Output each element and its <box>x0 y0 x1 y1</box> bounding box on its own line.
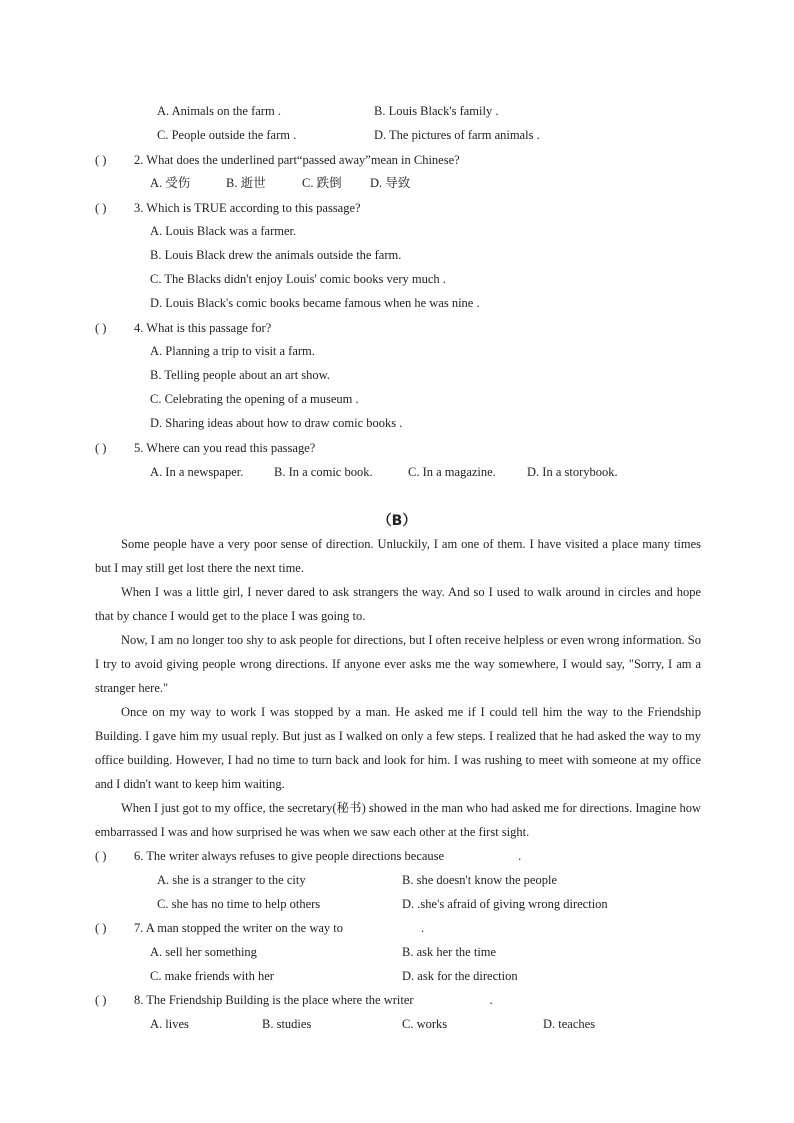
passage-paragraph-1: Some people have a very poor sense of direction. Unluckily, I am one of them. I have visited a place many times but I may still get lost there the next time. <box>95 537 701 575</box>
q6-option-c: C. she has no time to help others <box>157 897 321 911</box>
q4-option-a: A. Planning a trip to visit a farm. <box>150 344 315 358</box>
q7-option-a: A. sell her something <box>150 945 257 959</box>
q6-answer-paren: ( ) <box>95 849 107 863</box>
q6-stem: 6. The writer always refuses to give people directions because . <box>134 849 522 863</box>
q1-option-d: D. The pictures of farm animals . <box>374 128 540 142</box>
q3-option-d: D. Louis Black's comic books became famous when he was nine . <box>150 296 480 310</box>
q8-option-c: C. works <box>402 1017 448 1031</box>
q1-option-c: C. People outside the farm . <box>157 128 297 142</box>
q5-option-a: A. In a newspaper. <box>150 465 244 479</box>
q7-option-b: B. ask her the time <box>402 945 497 959</box>
q7-stem: 7. A man stopped the writer on the way to . <box>134 921 425 935</box>
q5-option-d: D. In a storybook. <box>527 465 618 479</box>
q5-stem: 5. Where can you read this passage? <box>134 441 316 455</box>
q4-option-c: C. Celebrating the opening of a museum . <box>150 392 359 406</box>
q3-stem: 3. Which is TRUE according to this passage? <box>134 201 361 215</box>
passage-paragraph-2: When I was a little girl, I never dared to ask strangers the way. And so I used to walk around in circles and hope that by chance I would get to the place I was going to. <box>95 585 701 623</box>
q2-option-c: C. 跌倒 <box>302 176 342 190</box>
q3-option-c: C. The Blacks didn't enjoy Louis' comic books very much . <box>150 272 446 286</box>
q4-answer-paren: ( ) <box>95 321 107 335</box>
q6-option-a: A. she is a stranger to the city <box>157 873 306 887</box>
q1-option-b: B. Louis Black's family . <box>374 104 499 118</box>
q7-option-d: D. ask for the direction <box>402 969 518 983</box>
q5-option-c: C. In a magazine. <box>408 465 496 479</box>
q7-option-c: C. make friends with her <box>150 969 274 983</box>
q3-answer-paren: ( ) <box>95 201 107 215</box>
q3-option-b: B. Louis Black drew the animals outside the farm. <box>150 248 402 262</box>
q8-answer-paren: ( ) <box>95 993 107 1007</box>
q8-option-d: D. teaches <box>543 1017 596 1031</box>
q4-stem: 4. What is this passage for? <box>134 321 272 335</box>
q3-option-a: A. Louis Black was a farmer. <box>150 224 297 238</box>
q2-option-b: B. 逝世 <box>226 176 266 190</box>
q2-option-d: D. 导致 <box>370 176 411 190</box>
q7-answer-paren: ( ) <box>95 921 107 935</box>
q8-option-a: A. lives <box>150 1017 189 1031</box>
passage-paragraph-3: Now, I am no longer too shy to ask people for directions, but I often receive helpless or even wrong information. So I try to avoid giving people wrong directions. If anyone ever asks me the way somewhere, I would say, "Sorry, I am a stranger here." <box>95 633 701 695</box>
q6-option-b: B. she doesn't know the people <box>402 873 558 887</box>
q2-option-a: A. 受伤 <box>150 176 191 190</box>
q6-option-d: D. .she's afraid of giving wrong direction <box>402 897 608 911</box>
q4-option-b: B. Telling people about an art show. <box>150 368 330 382</box>
q1-option-a: A. Animals on the farm . <box>157 104 281 118</box>
q5-option-b: B. In a comic book. <box>274 465 373 479</box>
q8-stem: 8. The Friendship Building is the place where the writer . <box>134 993 493 1007</box>
section-title: （B） <box>377 513 417 529</box>
q8-option-b: B. studies <box>262 1017 312 1031</box>
q5-answer-paren: ( ) <box>95 441 107 455</box>
q4-option-d: D. Sharing ideas about how to draw comic books . <box>150 416 403 430</box>
q2-answer-paren: ( ) <box>95 153 107 167</box>
q2-stem: 2. What does the underlined part“passed away”mean in Chinese? <box>134 153 460 167</box>
passage-paragraph-4: Once on my way to work I was stopped by a man. He asked me if I could tell him the way to the Friendship Building. I gave him my usual reply. But just as I walked on only a few steps. I realized that he had asked the way to my office building. However, I had no time to turn back and look for him. I was rushing to meet with someone at my office and I didn't want to keep him waiting. <box>95 705 701 791</box>
passage-paragraph-5: When I just got to my office, the secretary(秘书) showed in the man who had asked me for directions. Imagine how embarrassed I was and how surprised he was when we saw each other at the first sight. <box>95 801 701 839</box>
